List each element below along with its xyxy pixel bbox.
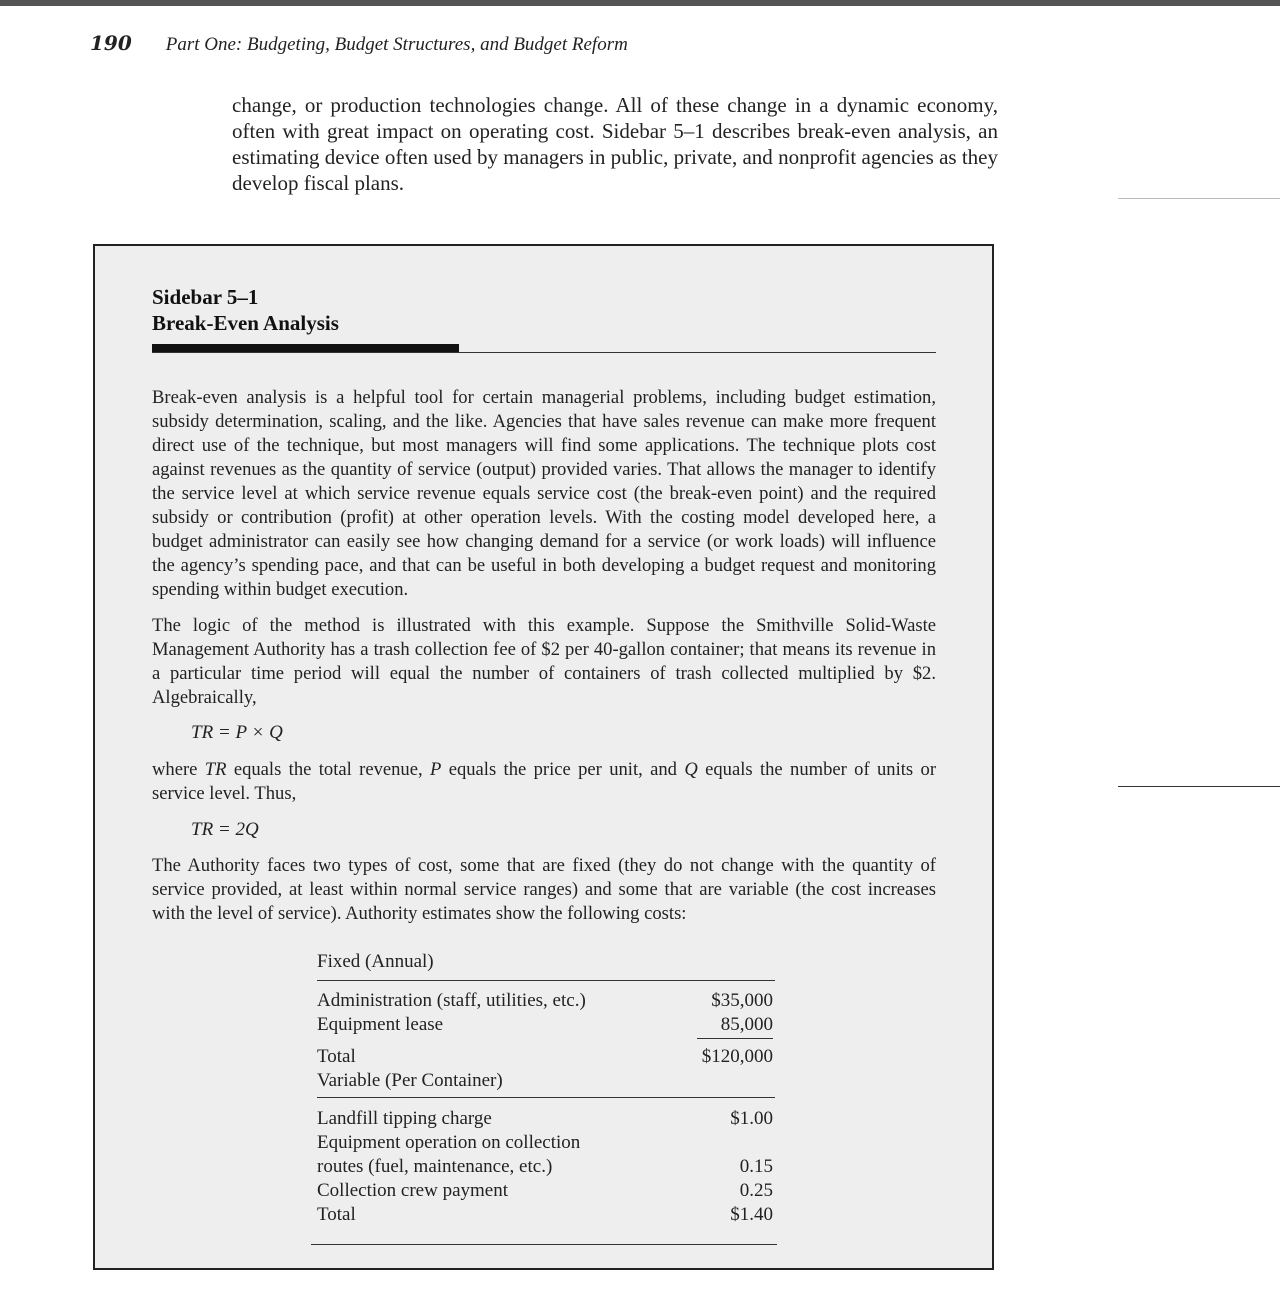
formula-revenue-example: TR = 2Q — [191, 819, 259, 840]
sidebar-paragraph-1: Break-even analysis is a helpful tool for certain managerial problems, including budget estimation, subsidy determination, scaling, and the like. Agencies that have sales revenue can make more frequent direct use of the technique, but most managers will find some applications. The technique plots cost against revenues as the quantity of service (output) provided varies. That allows the manager to identify the service level at which service revenue equals service cost (the break-even point) and the required subsidy or contribution (profit) at other operation levels. With the costing model developed here, a budget administrator can easily see how changing demand for a service (or work loads) will influence the agency’s spending pace, and that can be useful in both developing a budget request and monitoring spending within budget execution. — [152, 387, 936, 600]
variable-p: P — [429, 759, 442, 780]
running-head-title: Part One: Budgeting, Budget Structures, and Budget Reform — [165, 34, 628, 55]
top-border — [0, 0, 1280, 6]
sidebar-paragraph-4: The Authority faces two types of cost, some that are fixed (they do not change with the quantity of service provided, at least within normal service ranges) and some that are variable (the cost increases with the level of service). Authority estimates show the following costs: — [152, 855, 936, 924]
row-label: Equipment lease — [317, 1014, 444, 1035]
table-row — [317, 989, 777, 1013]
table-row — [317, 1179, 777, 1203]
margin-mark — [1118, 786, 1280, 787]
formula-total-revenue: TR = P × Q — [191, 722, 283, 743]
row-label: Equipment operation on collection — [317, 1132, 581, 1153]
row-label: routes (fuel, maintenance, etc.) — [317, 1156, 553, 1177]
variable-tr: TR — [204, 759, 227, 780]
running-head — [90, 31, 628, 57]
fixed-costs-heading: Fixed (Annual) — [317, 951, 434, 972]
table-row — [317, 1013, 777, 1037]
table-rule — [317, 1097, 775, 1098]
variable-q: Q — [684, 759, 698, 780]
sidebar-box — [93, 244, 994, 1270]
row-label: Collection crew payment — [317, 1180, 508, 1201]
text-run: equals the number of units or service level. Thus, — [152, 759, 937, 804]
row-label: Administration (staff, utilities, etc.) — [317, 990, 586, 1011]
row-amount: 0.25 — [739, 1180, 773, 1201]
text-run: where — [152, 759, 205, 780]
page-number: 190 — [90, 31, 132, 55]
sidebar-title: Break-Even Analysis — [152, 311, 339, 335]
fixed-total-row — [317, 1045, 777, 1069]
table-bottom-rule — [311, 1244, 777, 1245]
sidebar-title-rule-thin — [152, 352, 936, 353]
row-amount: $1.40 — [730, 1204, 773, 1225]
row-amount: $35,000 — [711, 990, 773, 1011]
row-amount: $1.00 — [730, 1108, 773, 1129]
table-rule — [317, 980, 775, 981]
sum-rule — [697, 1038, 773, 1039]
intro-paragraph: change, or production technologies change. All of these change in a dynamic economy, often with great impact on operating cost. Sidebar 5–1 describes break-even analysis, an estimating device often used by managers in public, private, and nonprofit agencies as they develop fiscal plans. — [232, 93, 998, 195]
sidebar-paragraph-3 — [152, 758, 936, 806]
row-amount: $120,000 — [701, 1046, 773, 1067]
variable-total-row — [317, 1203, 777, 1227]
row-label: Landfill tipping charge — [317, 1108, 492, 1129]
row-amount: 0.15 — [739, 1156, 773, 1177]
table-row — [317, 1155, 777, 1179]
row-label: Total — [317, 1204, 356, 1225]
variable-costs-heading: Variable (Per Container) — [317, 1070, 503, 1091]
text-run: equals the total revenue, — [226, 759, 430, 780]
sidebar-paragraph-2: The logic of the method is illustrated with this example. Suppose the Smithville Solid-Waste Management Authority has a trash collection fee of $2 per 40-gallon container; that means its revenue in a particular time period will equal the number of containers of trash collected multiplied by $2. Algebraically, — [152, 615, 936, 708]
row-amount: 85,000 — [720, 1014, 773, 1035]
sidebar-label: Sidebar 5–1 — [152, 285, 259, 309]
row-label: Total — [317, 1046, 356, 1067]
table-row — [317, 1131, 777, 1155]
table-row — [317, 1107, 777, 1131]
text-run: equals the price per unit, and — [441, 759, 685, 780]
margin-mark — [1118, 198, 1280, 199]
